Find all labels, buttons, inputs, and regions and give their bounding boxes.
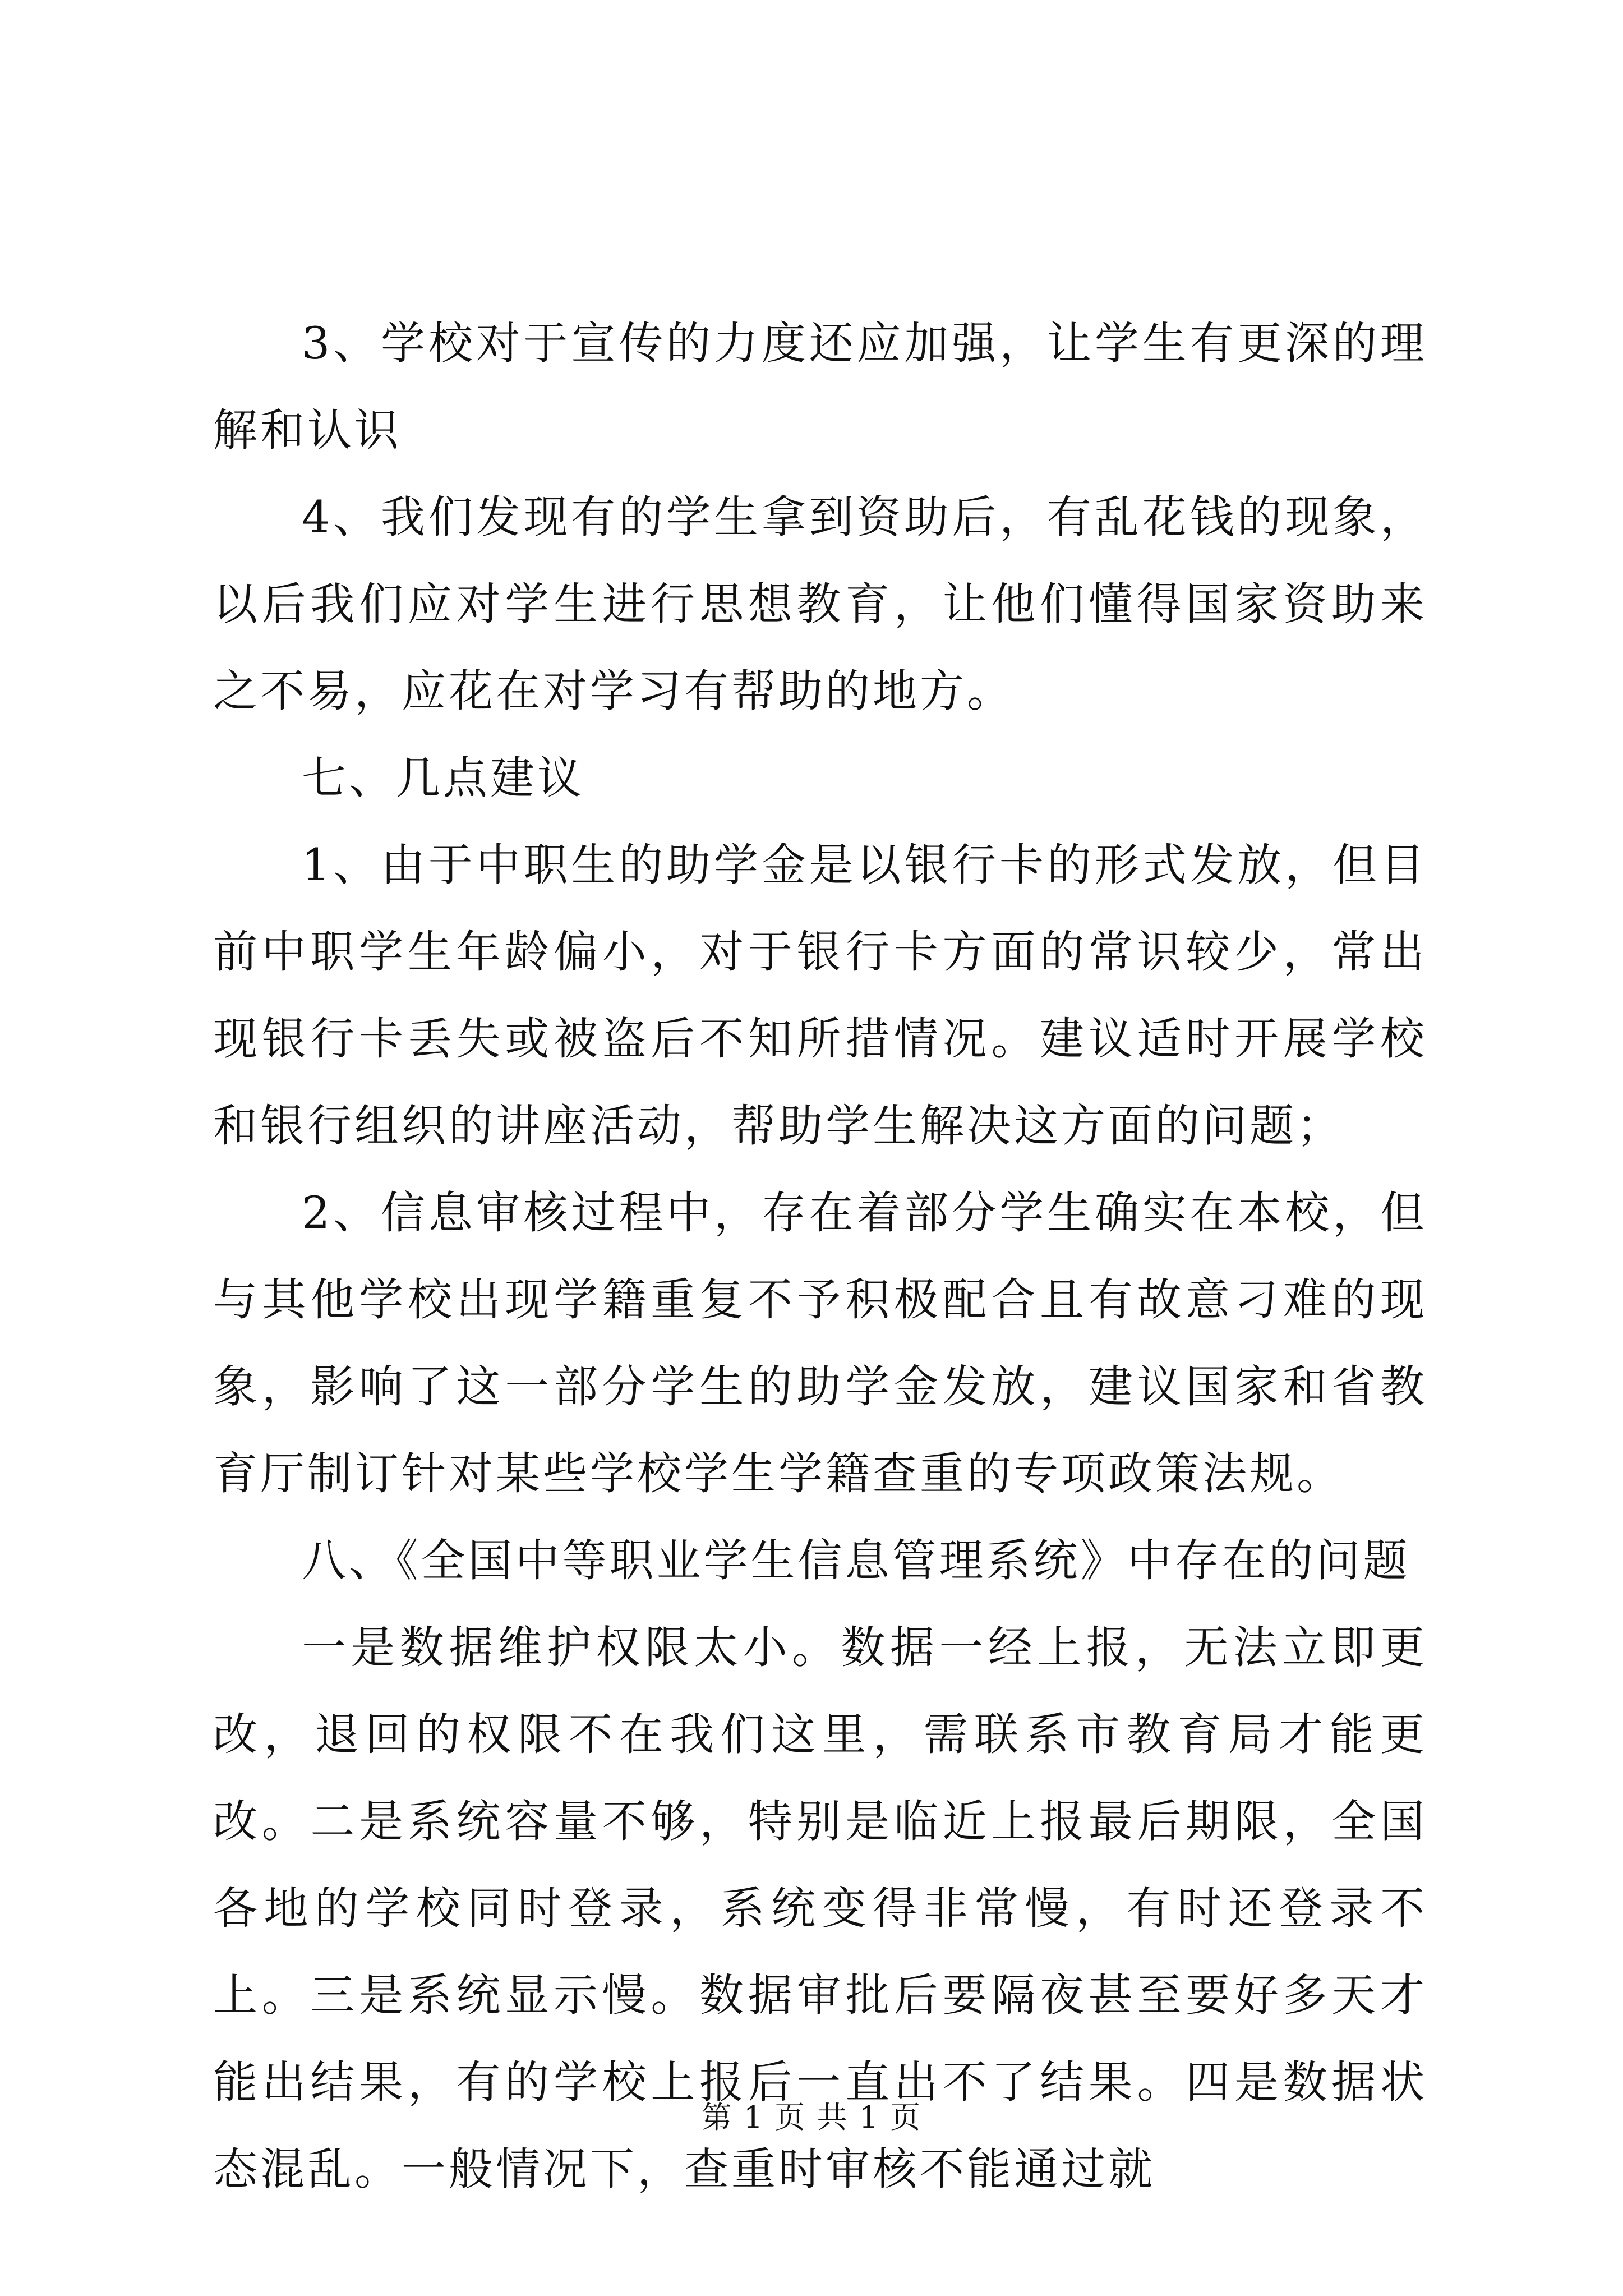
paragraph-info-review: 2、信息审核过程中，存在着部分学生确实在本校，但与其他学校出现学籍重复不予积极配合且有故意刁难的现象，影响了这一部分学生的助学金发放，建议国家和省教育厅制订针对某些学校学生学籍查重的专项政策法规。 (213, 1187, 1427, 1499)
page-footer: 第 1 页 共 1 页 (701, 2100, 922, 2135)
paragraph-spending: 4、我们发现有的学生拿到资助后，有乱花钱的现象，以后我们应对学生进行思想教育，让他们懂得国家资助来之不易，应花在对学习有帮助的地方。 (213, 491, 1427, 717)
paragraph-publicity: 3、学校对于宣传的力度还应加强，让学生有更深的理解和认识 (213, 318, 1427, 456)
document-body (213, 300, 1427, 2213)
paragraph-bank-card: 1、由于中职生的助学金是以银行卡的形式发放，但目前中职学生年龄偏小，对于银行卡方面的常识较少，常出现银行卡丢失或被盗后不知所措情况。建议适时开展学校和银行组织的讲座活动，帮助学生解决这方面的问题； (213, 839, 1427, 1152)
section-heading-suggestions: 七、几点建议 (302, 752, 584, 804)
section-heading-system-issues: 八、《全国中等职业学生信息管理系统》中存在的问题 (302, 1535, 1410, 1586)
paragraph-system-problems: 一是数据维护权限太小。数据一经上报，无法立即更改，退回的权限不在我们这里，需联系市教育局才能更改。二是系统容量不够，特别是临近上报最后期限，全国各地的学校同时登录，系统变得非常慢，有时还登录不上。三是系统显示慢。数据审批后要隔夜甚至要好多天才能出结果，有的学校上报后一直出不了结果。四是数据状态混乱。一般情况下，查重时审核不能通过就 (213, 1622, 1427, 2195)
